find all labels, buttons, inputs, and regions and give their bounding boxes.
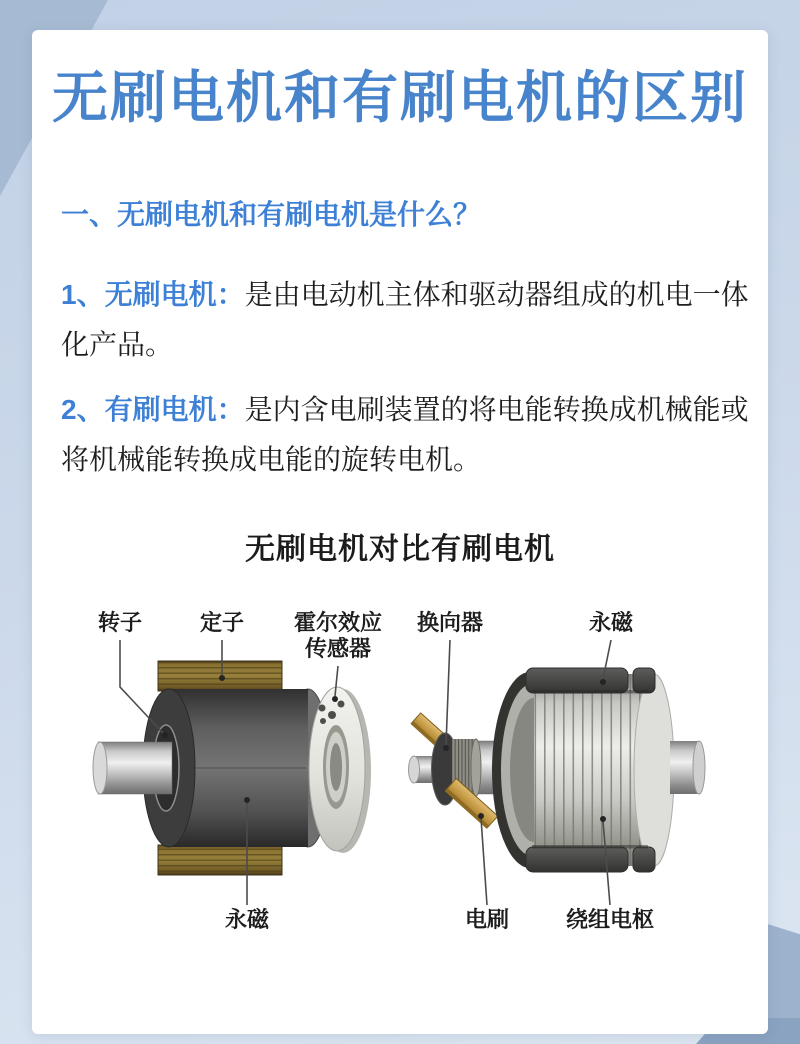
permanent-magnet-top-segment — [526, 668, 655, 694]
label-permanent-magnet-bottom: 永磁 — [224, 907, 270, 932]
label-brush: 电刷 — [464, 907, 510, 932]
definition-brushed — [61, 385, 759, 485]
brushless-motor-illustration — [93, 661, 371, 875]
label-wound-armature: 绕组电枢 — [565, 907, 655, 932]
diagram-title: 无刷电机对比有刷电机 — [245, 533, 555, 566]
armature-assembly — [492, 672, 705, 868]
page-title: 无刷电机和有刷电机的区别 — [52, 66, 748, 129]
definition-brushed-term: 2、有刷电机： — [61, 394, 245, 425]
permanent-magnet-bottom-segment — [526, 845, 655, 872]
definition-brushless-term: 1、无刷电机： — [61, 279, 245, 310]
content-card — [32, 30, 768, 1034]
hall-sensor-disc — [309, 687, 371, 853]
rotor-shaft — [93, 742, 172, 794]
label-commutator: 换向器 — [416, 610, 484, 635]
brushed-motor-illustration — [409, 668, 706, 872]
definition-brushless — [61, 270, 759, 370]
section-heading: 一、无刷电机和有刷电机是什么？ — [61, 199, 482, 230]
label-stator: 定子 — [199, 610, 245, 635]
label-permanent-magnet-top: 永磁 — [588, 610, 634, 635]
definition-brushed-text: 是内含电刷装置的将电能转换成机械能或将机械能转换成电能的旋转电机。 — [61, 394, 749, 475]
definition-brushless-text: 是由电动机主体和驱动器组成的机电一体化产品。 — [61, 279, 749, 360]
label-hall-sensor-line2: 传感器 — [304, 636, 372, 661]
label-hall-sensor-line1: 霍尔效应 — [293, 610, 383, 635]
motor-comparison-diagram — [50, 590, 750, 955]
label-rotor: 转子 — [97, 610, 143, 635]
stator-coil-bottom — [158, 845, 282, 875]
